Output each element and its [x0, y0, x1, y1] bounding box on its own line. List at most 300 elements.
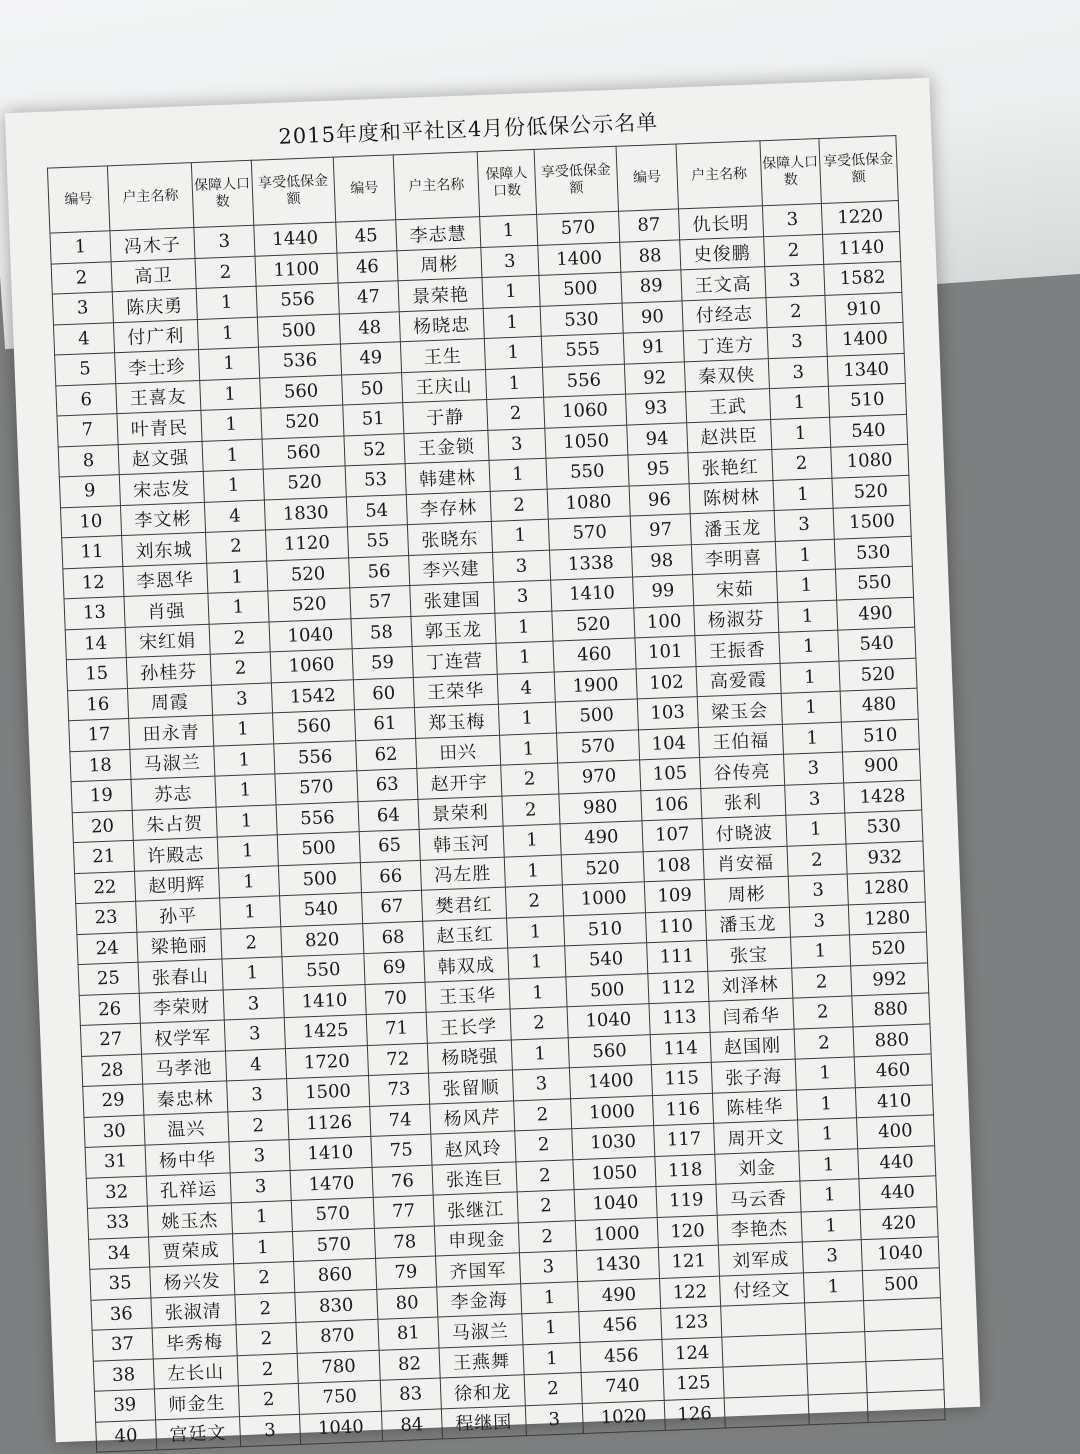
name-cell: 赵风玲: [431, 1131, 516, 1165]
name-cell: 刘金: [714, 1151, 799, 1185]
id-cell: 4: [53, 322, 114, 355]
id-cell: 112: [648, 971, 709, 1004]
amount-cell: 490: [577, 1278, 660, 1312]
id-cell: 56: [349, 555, 410, 588]
amount-cell: 1140: [822, 231, 900, 264]
id-cell: 90: [622, 300, 683, 333]
id-cell: 36: [91, 1298, 152, 1331]
amount-cell: 440: [859, 1176, 937, 1209]
name-cell: 郑玉梅: [414, 704, 499, 738]
amount-cell: 500: [257, 314, 340, 348]
persons-cell: 2: [793, 996, 853, 1029]
amount-cell: [864, 1328, 942, 1361]
persons-cell: 1: [201, 408, 262, 441]
name-cell: [723, 1364, 808, 1398]
persons-cell: 2: [206, 530, 267, 563]
name-cell: 马淑兰: [438, 1314, 523, 1348]
persons-cell: 3: [240, 1414, 301, 1447]
amount-cell: 530: [844, 810, 922, 843]
name-cell: 梁艳丽: [137, 929, 222, 963]
persons-cell: 1: [781, 691, 841, 724]
persons-cell: 1: [778, 600, 838, 633]
name-cell: 赵明辉: [134, 868, 219, 902]
name-cell: 姚玉杰: [147, 1203, 232, 1237]
amount-cell: 500: [566, 973, 649, 1007]
id-cell: 88: [620, 239, 681, 272]
amount-cell: 1220: [821, 201, 899, 234]
persons-cell: 3: [802, 1240, 862, 1273]
id-cell: 7: [57, 414, 118, 447]
id-cell: 73: [369, 1073, 430, 1106]
amount-cell: 540: [829, 414, 907, 447]
amount-cell: 556: [276, 801, 359, 835]
persons-cell: 2: [195, 256, 256, 289]
id-cell: 76: [372, 1165, 433, 1198]
amount-cell: [866, 1359, 944, 1392]
persons-cell: 1: [482, 275, 540, 308]
id-cell: 23: [76, 901, 137, 934]
id-cell: 72: [367, 1043, 428, 1076]
name-cell: 温兴: [144, 1111, 229, 1145]
document-sheet: [5, 78, 980, 1447]
amount-cell: 560: [272, 710, 355, 744]
persons-cell: 1: [799, 1148, 859, 1181]
amount-cell: 1582: [823, 261, 901, 294]
name-cell: 周霞: [127, 685, 212, 719]
persons-cell: 1: [486, 367, 544, 400]
name-cell: 王伯福: [698, 724, 783, 758]
id-cell: 50: [342, 372, 403, 405]
id-cell: 71: [366, 1012, 427, 1045]
persons-cell: 1: [217, 835, 278, 868]
id-cell: 65: [359, 829, 420, 862]
amount-cell: 510: [828, 383, 906, 416]
name-cell: 付经文: [719, 1272, 804, 1306]
id-cell: 52: [344, 433, 405, 466]
name-cell: 丁连方: [683, 328, 768, 362]
amount-cell: 536: [258, 344, 341, 378]
id-cell: 40: [96, 1419, 157, 1452]
name-cell: 韩玉河: [419, 826, 504, 860]
amount-cell: 1000: [570, 1095, 653, 1129]
header-householder: 户主名称: [107, 163, 194, 231]
persons-cell: 2: [518, 1220, 576, 1253]
name-cell: 赵文强: [118, 441, 203, 475]
persons-cell: 1: [496, 641, 554, 674]
id-cell: 107: [642, 819, 703, 852]
name-cell: 齐国军: [435, 1253, 520, 1287]
persons-cell: 2: [787, 844, 847, 877]
persons-cell: [806, 1331, 866, 1364]
id-cell: 89: [621, 270, 682, 303]
persons-cell: 1: [779, 630, 839, 663]
name-cell: 秦忠林: [142, 1081, 227, 1115]
id-cell: 49: [340, 342, 401, 375]
name-cell: 许殿志: [133, 837, 218, 871]
id-cell: 120: [657, 1215, 718, 1248]
id-cell: 9: [59, 475, 120, 508]
persons-cell: 2: [516, 1159, 574, 1192]
amount-cell: 520: [849, 932, 927, 965]
persons-cell: 2: [792, 965, 852, 998]
amount-cell: 1338: [549, 547, 632, 581]
name-cell: 史俊鹏: [679, 236, 764, 270]
header-amount: 享受低保金额: [251, 157, 336, 225]
persons-cell: 1: [208, 591, 269, 624]
amount-cell: 456: [580, 1339, 663, 1373]
name-cell: 王振香: [695, 632, 780, 666]
name-cell: 王武: [685, 389, 770, 423]
id-cell: 18: [70, 749, 131, 782]
persons-cell: 1: [233, 1231, 294, 1264]
amount-cell: 520: [839, 658, 917, 691]
name-cell: 丁连营: [412, 643, 497, 677]
name-cell: 王喜友: [115, 380, 200, 414]
amount-cell: 540: [837, 627, 915, 660]
id-cell: 82: [379, 1347, 440, 1380]
name-cell: 秦双侠: [684, 358, 769, 392]
amount-cell: 520: [263, 466, 346, 500]
persons-cell: 4: [226, 1048, 287, 1081]
persons-cell: 2: [505, 885, 563, 918]
id-cell: 35: [90, 1267, 151, 1300]
name-cell: [721, 1333, 806, 1367]
amount-cell: 1060: [270, 649, 353, 683]
persons-cell: 1: [197, 317, 258, 350]
name-cell: 田永青: [128, 715, 213, 749]
amount-cell: 570: [275, 771, 358, 805]
name-cell: 高卫: [111, 258, 196, 292]
id-cell: 118: [655, 1154, 716, 1187]
id-cell: 1: [50, 231, 111, 264]
amount-cell: 570: [536, 211, 619, 245]
id-cell: 81: [378, 1317, 439, 1350]
amount-cell: 900: [842, 749, 920, 782]
id-cell: 98: [631, 544, 692, 577]
name-cell: 孔祥运: [146, 1172, 231, 1206]
id-cell: 57: [350, 586, 411, 619]
name-cell: 张连巨: [432, 1161, 517, 1195]
amount-cell: 980: [559, 790, 642, 824]
persons-cell: 1: [213, 713, 274, 746]
name-cell: 张宝: [706, 937, 791, 971]
amount-cell: 400: [856, 1115, 934, 1148]
amount-cell: 500: [555, 699, 638, 733]
amount-cell: 556: [542, 364, 625, 398]
name-cell: 宋茹: [692, 571, 777, 605]
header-persons: 保障人口数: [760, 139, 821, 206]
name-cell: 权学军: [140, 1020, 225, 1054]
persons-cell: 3: [481, 245, 539, 278]
persons-cell: 1: [801, 1209, 861, 1242]
amount-cell: [863, 1298, 941, 1331]
name-cell: 师金生: [154, 1386, 239, 1420]
persons-cell: 1: [522, 1312, 580, 1345]
name-cell: 李金海: [436, 1283, 521, 1317]
persons-cell: 3: [194, 225, 255, 258]
persons-cell: 1: [218, 865, 279, 898]
amount-cell: 560: [568, 1034, 651, 1068]
persons-cell: 1: [483, 306, 541, 339]
persons-cell: 1: [803, 1270, 863, 1303]
id-cell: 3: [52, 292, 113, 325]
name-cell: 王燕舞: [439, 1344, 524, 1378]
name-cell: 闫希华: [709, 998, 794, 1032]
persons-cell: 2: [209, 621, 270, 654]
id-cell: 53: [345, 464, 406, 497]
persons-cell: 2: [772, 447, 832, 480]
page-title: 2015年度和平社区4月份低保公示名单: [278, 110, 659, 149]
amount-cell: 1470: [290, 1167, 373, 1201]
name-cell: 李志慧: [395, 217, 480, 251]
persons-cell: 1: [220, 896, 281, 929]
id-cell: 62: [356, 738, 417, 771]
name-cell: 程继国: [441, 1405, 526, 1439]
id-cell: 101: [635, 636, 696, 669]
id-cell: 100: [634, 605, 695, 638]
header-persons: 保障人口数: [191, 160, 253, 227]
persons-cell: 1: [203, 469, 264, 502]
amount-cell: 1830: [264, 496, 347, 530]
persons-cell: 3: [785, 783, 845, 816]
persons-cell: 1: [500, 733, 558, 766]
amount-cell: 1060: [543, 394, 626, 428]
name-cell: 徐和龙: [440, 1375, 525, 1409]
persons-cell: 1: [771, 417, 831, 450]
persons-cell: 2: [510, 1007, 568, 1040]
persons-cell: 1: [786, 813, 846, 846]
name-cell: 赵开宇: [416, 765, 501, 799]
id-cell: 58: [351, 616, 412, 649]
amount-cell: 520: [551, 607, 634, 641]
id-cell: 77: [373, 1195, 434, 1228]
header-id: 编号: [47, 166, 109, 233]
id-cell: 31: [85, 1145, 146, 1178]
persons-cell: 1: [484, 336, 542, 369]
id-cell: 11: [62, 536, 123, 569]
amount-cell: 1500: [833, 505, 911, 538]
id-cell: 32: [86, 1176, 147, 1209]
name-cell: 左长山: [153, 1355, 238, 1389]
amount-cell: 1080: [830, 444, 908, 477]
name-cell: 马孝池: [141, 1050, 226, 1084]
name-cell: 毕秀梅: [152, 1325, 237, 1359]
name-cell: 陈树林: [689, 480, 774, 514]
name-cell: 赵国刚: [710, 1029, 795, 1063]
amount-cell: 1410: [289, 1136, 372, 1170]
id-cell: 34: [89, 1237, 150, 1270]
amount-cell: 1410: [283, 984, 366, 1018]
id-cell: 91: [623, 331, 684, 364]
amount-cell: 1280: [847, 871, 925, 904]
id-cell: 22: [75, 871, 136, 904]
persons-cell: 1: [507, 915, 565, 948]
amount-cell: 1080: [547, 486, 630, 520]
name-cell: 谷传亮: [699, 754, 784, 788]
name-cell: 刘泽林: [707, 968, 792, 1002]
persons-cell: 1: [508, 946, 566, 979]
amount-cell: 1400: [569, 1065, 652, 1099]
id-cell: 121: [658, 1245, 719, 1278]
persons-cell: 1: [796, 1087, 856, 1120]
persons-cell: 1: [495, 611, 553, 644]
persons-cell: 1: [215, 774, 276, 807]
amount-cell: 1425: [284, 1015, 367, 1049]
persons-cell: [807, 1362, 867, 1395]
amount-cell: 1040: [861, 1237, 939, 1270]
amount-cell: 1040: [269, 618, 352, 652]
persons-cell: 3: [229, 1140, 290, 1173]
amount-cell: 556: [273, 740, 356, 774]
amount-cell: 520: [561, 851, 644, 885]
name-cell: 冯木子: [110, 228, 195, 262]
name-cell: 韩双成: [423, 948, 508, 982]
amount-cell: 1410: [550, 577, 633, 611]
id-cell: 55: [347, 525, 408, 558]
name-cell: 叶青民: [117, 410, 202, 444]
id-cell: 115: [651, 1062, 712, 1095]
persons-cell: 2: [487, 397, 545, 430]
amount-cell: 880: [852, 993, 930, 1026]
name-cell: 赵玉红: [422, 918, 507, 952]
persons-cell: 1: [207, 561, 268, 594]
amount-cell: 530: [834, 536, 912, 569]
persons-cell: 3: [230, 1170, 291, 1203]
name-cell: 张晓东: [407, 521, 492, 555]
persons-cell: 3: [788, 874, 848, 907]
id-cell: 67: [362, 890, 423, 923]
id-cell: 24: [77, 932, 138, 965]
name-cell: 杨淑芬: [693, 602, 778, 636]
amount-cell: 1050: [573, 1156, 656, 1190]
id-cell: 37: [92, 1328, 153, 1361]
id-cell: 122: [659, 1276, 720, 1309]
amount-cell: 500: [278, 862, 361, 896]
name-cell: 马淑兰: [129, 746, 214, 780]
id-cell: 102: [636, 666, 697, 699]
persons-cell: 2: [235, 1292, 296, 1325]
id-cell: 92: [624, 361, 685, 394]
id-cell: 29: [83, 1084, 144, 1117]
name-cell: 孙桂芬: [126, 654, 211, 688]
id-cell: 114: [650, 1032, 711, 1065]
persons-cell: 1: [199, 347, 260, 380]
id-cell: 125: [663, 1367, 724, 1400]
id-cell: 74: [370, 1104, 431, 1137]
name-cell: 付经志: [682, 297, 767, 331]
persons-cell: 2: [210, 652, 271, 685]
name-cell: 贾荣成: [148, 1233, 233, 1267]
id-cell: 63: [357, 768, 418, 801]
name-cell: 杨晓强: [427, 1039, 512, 1073]
id-cell: 70: [365, 982, 426, 1015]
persons-cell: 2: [515, 1129, 573, 1162]
id-cell: 111: [647, 940, 708, 973]
amount-cell: 830: [294, 1289, 377, 1323]
persons-cell: 3: [224, 1018, 285, 1051]
persons-cell: 3: [223, 987, 284, 1020]
name-cell: 杨中华: [145, 1142, 230, 1176]
persons-cell: 2: [234, 1262, 295, 1295]
persons-cell: 1: [196, 286, 257, 319]
name-cell: 刘军成: [718, 1242, 803, 1276]
header-householder: 户主名称: [393, 152, 480, 220]
name-cell: 马云香: [716, 1181, 801, 1215]
id-cell: 14: [65, 627, 126, 660]
id-cell: 20: [72, 810, 133, 843]
name-cell: [720, 1303, 805, 1337]
id-cell: 19: [71, 779, 132, 812]
id-cell: 39: [94, 1389, 155, 1422]
id-cell: 48: [339, 311, 400, 344]
persons-cell: 2: [524, 1373, 582, 1406]
id-cell: 95: [628, 453, 689, 486]
name-cell: 王长学: [426, 1009, 511, 1043]
id-cell: 21: [73, 840, 134, 873]
amount-cell: 820: [280, 923, 363, 957]
persons-cell: 1: [511, 1037, 569, 1070]
persons-cell: 1: [795, 1057, 855, 1090]
amount-cell: 1050: [544, 425, 627, 459]
amount-cell: 480: [840, 688, 918, 721]
name-cell: 李士珍: [114, 349, 199, 383]
amount-cell: 520: [266, 557, 349, 591]
persons-cell: 1: [498, 702, 556, 735]
subsidy-table: [47, 135, 946, 1453]
name-cell: 韩建林: [405, 460, 490, 494]
name-cell: 王庆山: [401, 369, 486, 403]
id-cell: 33: [87, 1206, 148, 1239]
amount-cell: 556: [256, 283, 339, 317]
persons-cell: 3: [762, 203, 822, 236]
id-cell: 116: [652, 1093, 713, 1126]
id-cell: 46: [337, 250, 398, 283]
name-cell: 高爱霞: [696, 663, 781, 697]
name-cell: 申现金: [434, 1222, 519, 1256]
amount-cell: 410: [855, 1084, 933, 1117]
id-cell: 45: [336, 220, 397, 253]
amount-cell: 1020: [582, 1400, 665, 1434]
amount-cell: 1030: [571, 1126, 654, 1160]
persons-cell: 2: [237, 1353, 298, 1386]
persons-cell: 2: [490, 489, 548, 522]
id-cell: 78: [374, 1226, 435, 1259]
id-cell: 38: [93, 1358, 154, 1391]
id-cell: 110: [645, 910, 706, 943]
id-cell: 25: [78, 962, 139, 995]
amount-cell: 560: [262, 435, 345, 469]
name-cell: 肖安福: [703, 846, 788, 880]
amount-cell: 1340: [827, 353, 905, 386]
amount-cell: 540: [279, 893, 362, 927]
id-cell: 28: [82, 1054, 143, 1087]
name-cell: 张淑清: [151, 1294, 236, 1328]
id-cell: 106: [641, 788, 702, 821]
amount-cell: 490: [836, 597, 914, 630]
amount-cell: 1400: [537, 242, 620, 276]
amount-cell: 530: [540, 303, 623, 337]
name-cell: [724, 1394, 809, 1428]
persons-cell: 2: [228, 1109, 289, 1142]
amount-cell: 1720: [285, 1045, 368, 1079]
amount-cell: 1430: [576, 1247, 659, 1281]
persons-cell: 2: [517, 1190, 575, 1223]
name-cell: 陈庆勇: [112, 289, 197, 323]
amount-cell: 1440: [254, 222, 337, 256]
persons-cell: 4: [204, 500, 265, 533]
name-cell: 李兴建: [408, 552, 493, 586]
id-cell: 93: [626, 392, 687, 425]
